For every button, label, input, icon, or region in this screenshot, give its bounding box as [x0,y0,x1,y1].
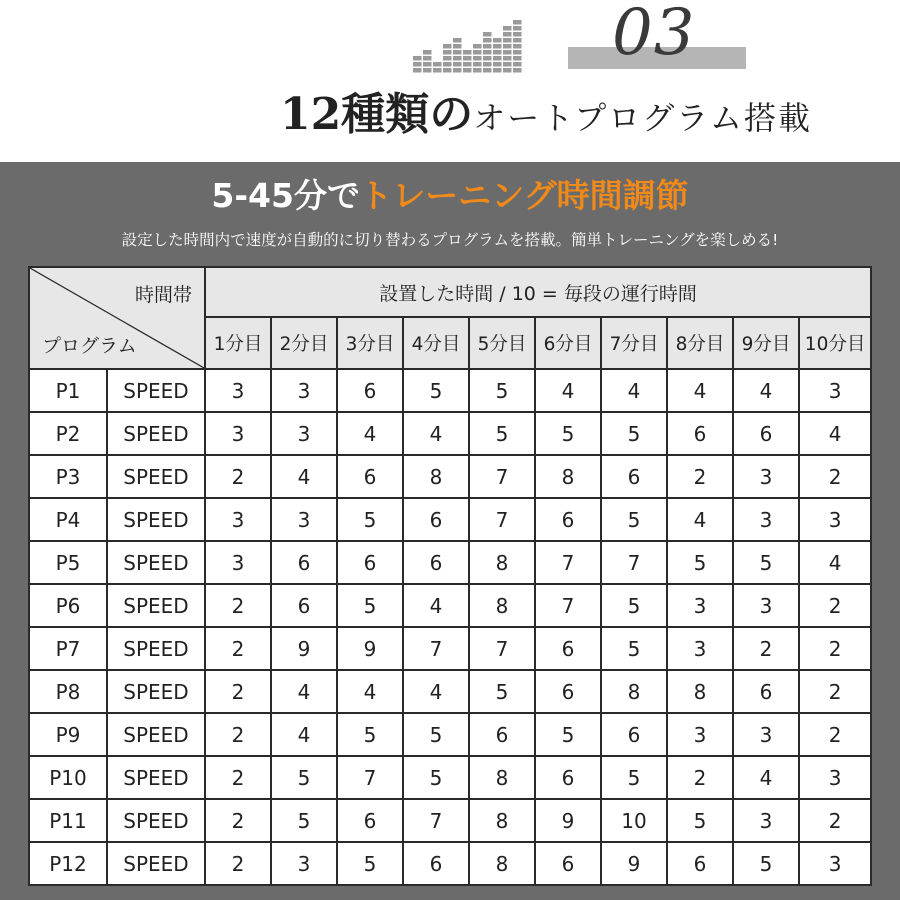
speed-value-cell: 3 [667,584,733,627]
description: 設定した時間内で速度が自動的に切り替わるプログラムを搭載。簡単トレーニングを楽しめる! [121,231,779,249]
program-cell: P11 [29,799,107,842]
equalizer-segment [413,68,422,73]
speed-value-cell: 7 [469,455,535,498]
column-header: 8分目 [667,317,733,369]
equalizer-segment [473,62,482,67]
program-cell: P4 [29,498,107,541]
column-header: 10分目 [799,317,871,369]
equalizer-segment [493,68,502,73]
type-cell: SPEED [107,627,205,670]
speed-value-cell: 3 [205,498,271,541]
speed-value-cell: 5 [469,670,535,713]
speed-value-cell: 3 [733,584,799,627]
equalizer-segment [473,56,482,61]
speed-value-cell: 2 [799,627,871,670]
headline-big: 12種類の [280,89,474,140]
program-cell: P3 [29,455,107,498]
equalizer-segment [413,62,422,67]
table-row [29,584,871,627]
equalizer-segment [493,50,502,55]
speed-value-cell: 5 [403,756,469,799]
column-header: 4分目 [403,317,469,369]
equalizer-segment [413,56,422,61]
speed-value-cell: 6 [337,455,403,498]
equalizer-segment [463,50,472,55]
equalizer-segment [443,68,452,73]
speed-value-cell: 8 [403,455,469,498]
speed-value-cell: 4 [799,412,871,455]
speed-value-cell: 3 [205,412,271,455]
speed-value-cell: 4 [403,412,469,455]
program-label: プログラム [42,335,137,357]
speed-value-cell: 8 [469,584,535,627]
speed-value-cell: 2 [205,584,271,627]
speed-value-cell: 5 [469,369,535,412]
program-cell: P10 [29,756,107,799]
speed-value-cell: 8 [535,455,601,498]
equalizer-segment [483,44,492,49]
equalizer-segment [483,62,492,67]
speed-value-cell: 3 [271,498,337,541]
table-row [29,842,871,885]
equalizer-segment [483,50,492,55]
speed-value-cell: 2 [205,455,271,498]
program-cell: P5 [29,541,107,584]
equalizer-segment [483,38,492,43]
speed-value-cell: 6 [337,369,403,412]
program-panel [0,162,900,900]
table-row [29,670,871,713]
type-cell: SPEED [107,799,205,842]
subtitle-white: 5-45分で [211,176,360,215]
speed-value-cell: 4 [667,498,733,541]
speed-value-cell: 6 [667,842,733,885]
equalizer-segment [423,68,432,73]
equalizer-segment [503,44,512,49]
equalizer-segment [453,38,462,43]
time-slot-label: 時間帯 [134,284,192,306]
speed-value-cell: 8 [601,670,667,713]
speed-value-cell: 3 [799,756,871,799]
speed-value-cell: 6 [403,842,469,885]
equalizer-segment [443,50,452,55]
speed-value-cell: 5 [535,412,601,455]
speed-value-cell: 6 [535,670,601,713]
equalizer-segment [513,38,522,43]
speed-value-cell: 6 [601,713,667,756]
equalizer-segment [503,32,512,37]
equalizer-segment [513,44,522,49]
speed-value-cell: 8 [469,842,535,885]
speed-value-cell: 9 [271,627,337,670]
speed-value-cell: 5 [403,369,469,412]
equalizer-segment [503,68,512,73]
speed-value-cell: 4 [733,756,799,799]
table-body [29,369,871,885]
speed-value-cell: 2 [733,627,799,670]
speed-value-cell: 4 [271,713,337,756]
speed-value-cell: 3 [205,541,271,584]
equalizer-segment [423,50,432,55]
speed-value-cell: 3 [733,498,799,541]
speed-value-cell: 5 [733,541,799,584]
equalizer-segment [483,56,492,61]
speed-value-cell: 6 [271,584,337,627]
equalizer-segment [513,20,522,25]
span-header: 設置した時間 / 10 = 毎段の運行時間 [205,267,871,317]
equalizer-segment [493,62,502,67]
equalizer-segment [483,32,492,37]
speed-value-cell: 3 [271,369,337,412]
speed-value-cell: 2 [799,670,871,713]
equalizer-segment [423,56,432,61]
headline-small: オートプログラム搭載 [473,99,812,137]
equalizer-segment [453,50,462,55]
speed-value-cell: 5 [667,799,733,842]
speed-value-cell: 4 [733,369,799,412]
speed-value-cell: 6 [733,670,799,713]
equalizer-segment [433,68,442,73]
equalizer-segment [513,50,522,55]
program-cell: P6 [29,584,107,627]
equalizer-segment [453,62,462,67]
speed-value-cell: 3 [733,455,799,498]
speed-value-cell: 5 [337,584,403,627]
section-number: 03 [612,0,696,70]
table-row [29,756,871,799]
speed-value-cell: 9 [601,842,667,885]
speed-value-cell: 5 [271,756,337,799]
speed-value-cell: 5 [271,799,337,842]
type-cell: SPEED [107,584,205,627]
column-header: 6分目 [535,317,601,369]
equalizer-segment [513,68,522,73]
speed-value-cell: 9 [535,799,601,842]
table-row [29,369,871,412]
table-row [29,412,871,455]
speed-value-cell: 6 [535,842,601,885]
speed-value-cell: 8 [469,756,535,799]
equalizer-icon [412,8,528,74]
speed-value-cell: 2 [799,455,871,498]
speed-value-cell: 2 [205,756,271,799]
table-row [29,627,871,670]
speed-value-cell: 3 [271,842,337,885]
equalizer-segment [473,68,482,73]
equalizer-segment [513,26,522,31]
equalizer-segment [493,38,502,43]
equalizer-segment [443,44,452,49]
type-cell: SPEED [107,756,205,799]
speed-value-cell: 2 [799,713,871,756]
speed-value-cell: 4 [271,455,337,498]
equalizer-segment [483,68,492,73]
headline [280,84,880,146]
speed-value-cell: 3 [733,713,799,756]
type-cell: SPEED [107,713,205,756]
equalizer-segment [473,44,482,49]
table-row [29,455,871,498]
speed-value-cell: 7 [337,756,403,799]
equalizer-segment [473,50,482,55]
speed-value-cell: 2 [205,799,271,842]
speed-value-cell: 6 [271,541,337,584]
speed-value-cell: 7 [535,541,601,584]
speed-value-cell: 5 [601,584,667,627]
column-header: 2分目 [271,317,337,369]
equalizer-segment [493,44,502,49]
speed-value-cell: 5 [535,713,601,756]
speed-value-cell: 5 [469,412,535,455]
speed-value-cell: 4 [403,670,469,713]
speed-value-cell: 2 [799,799,871,842]
program-cell: P12 [29,842,107,885]
type-cell: SPEED [107,455,205,498]
type-cell: SPEED [107,670,205,713]
speed-value-cell: 6 [403,498,469,541]
equalizer-segment [503,62,512,67]
type-cell: SPEED [107,498,205,541]
speed-value-cell: 6 [535,498,601,541]
speed-value-cell: 5 [601,627,667,670]
speed-value-cell: 4 [799,541,871,584]
speed-value-cell: 5 [601,756,667,799]
program-cell: P9 [29,713,107,756]
equalizer-segment [513,56,522,61]
program-cell: P1 [29,369,107,412]
program-table [28,266,872,886]
speed-value-cell: 7 [469,498,535,541]
column-header: 9分目 [733,317,799,369]
speed-value-cell: 4 [667,369,733,412]
equalizer-segment [503,56,512,61]
speed-value-cell: 5 [601,498,667,541]
speed-value-cell: 2 [667,756,733,799]
table-row [29,498,871,541]
speed-value-cell: 5 [337,498,403,541]
speed-value-cell: 3 [667,713,733,756]
speed-value-cell: 3 [733,799,799,842]
speed-value-cell: 2 [799,584,871,627]
column-header: 3分目 [337,317,403,369]
speed-value-cell: 5 [601,412,667,455]
speed-value-cell: 2 [205,627,271,670]
speed-value-cell: 6 [403,541,469,584]
equalizer-segment [513,32,522,37]
speed-value-cell: 4 [271,670,337,713]
subtitle-orange: トレーニング時間調節 [359,176,689,215]
type-cell: SPEED [107,369,205,412]
speed-value-cell: 6 [535,627,601,670]
equalizer-segment [513,62,522,67]
type-cell: SPEED [107,412,205,455]
program-cell: P2 [29,412,107,455]
speed-value-cell: 4 [601,369,667,412]
speed-value-cell: 5 [337,842,403,885]
equalizer-segment [453,68,462,73]
speed-value-cell: 6 [601,455,667,498]
speed-value-cell: 6 [337,541,403,584]
program-table-wrapper [28,266,870,886]
speed-value-cell: 4 [535,369,601,412]
speed-value-cell: 3 [799,842,871,885]
equalizer-segment [443,56,452,61]
speed-value-cell: 5 [403,713,469,756]
speed-value-cell: 9 [337,627,403,670]
speed-value-cell: 7 [535,584,601,627]
equalizer-segment [463,56,472,61]
speed-value-cell: 6 [535,756,601,799]
speed-value-cell: 10 [601,799,667,842]
equalizer-segment [503,26,512,31]
speed-value-cell: 6 [733,412,799,455]
equalizer-segment [453,44,462,49]
speed-value-cell: 5 [667,541,733,584]
type-cell: SPEED [107,541,205,584]
equalizer-segment [493,56,502,61]
equalizer-segment [503,38,512,43]
speed-value-cell: 7 [601,541,667,584]
speed-value-cell: 7 [403,627,469,670]
speed-value-cell: 6 [667,412,733,455]
speed-value-cell: 8 [469,799,535,842]
speed-value-cell: 3 [271,412,337,455]
subtitle [0,170,900,222]
speed-value-cell: 3 [799,369,871,412]
speed-value-cell: 2 [205,670,271,713]
page-header [0,0,900,162]
program-cell: P8 [29,670,107,713]
table-row [29,713,871,756]
table-row [29,799,871,842]
speed-value-cell: 8 [667,670,733,713]
table-row [29,541,871,584]
speed-value-cell: 5 [733,842,799,885]
speed-value-cell: 2 [205,842,271,885]
equalizer-segment [443,62,452,67]
equalizer-segment [463,68,472,73]
corner-header-cell [29,267,205,369]
speed-value-cell: 2 [205,713,271,756]
equalizer-segment [433,62,442,67]
speed-value-cell: 2 [667,455,733,498]
program-cell: P7 [29,627,107,670]
equalizer-segment [463,62,472,67]
speed-value-cell: 4 [337,412,403,455]
column-header: 7分目 [601,317,667,369]
equalizer-segment [453,56,462,61]
column-header: 1分目 [205,317,271,369]
equalizer-segment [503,50,512,55]
speed-value-cell: 3 [205,369,271,412]
speed-value-cell: 3 [667,627,733,670]
type-cell: SPEED [107,842,205,885]
column-header: 5分目 [469,317,535,369]
speed-value-cell: 4 [403,584,469,627]
speed-value-cell: 4 [337,670,403,713]
speed-value-cell: 6 [469,713,535,756]
speed-value-cell: 7 [403,799,469,842]
equalizer-segment [423,62,432,67]
speed-value-cell: 5 [337,713,403,756]
speed-value-cell: 6 [337,799,403,842]
speed-value-cell: 8 [469,541,535,584]
speed-value-cell: 7 [469,627,535,670]
speed-value-cell: 3 [799,498,871,541]
